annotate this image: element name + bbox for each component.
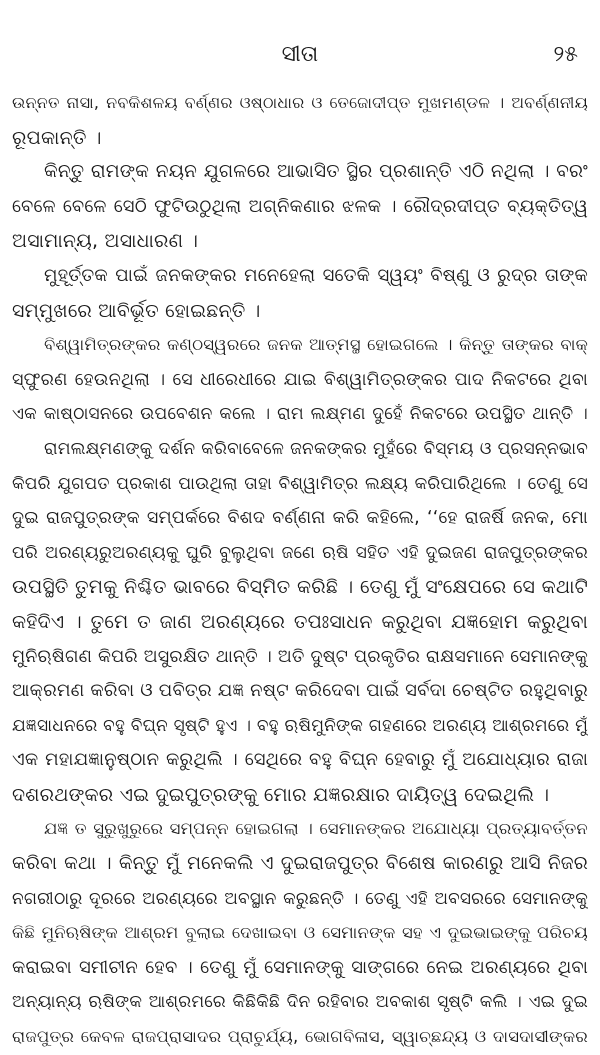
text-line: ଏକ ମହାଯଜ୍ଞାନୁଷ୍ଠାନ କରୁଥିଲି । ସେଥିରେ ବହୁ ବିଘ୍ନ ହେବାରୁ ମୁଁ ଅଯୋଧ୍ୟାର ରାଜା [12, 749, 588, 771]
body-text [12, 86, 588, 1055]
text-line: ଯଜ୍ଞସାଧନରେ ବହୁ ବିଘ୍ନ ସୃଷ୍ଟି ହୁଏ । ବହୁ ଋଷିମୁନିଙ୍କ ଗହଣରେ ଅରଣ୍ୟ ଆଶ୍ରମରେ ମୁଁ [12, 715, 588, 736]
text-line: କିଛି ମୁନିଋଷିଙ୍କ ଆଶ୍ରମ ବୁଲାଇ ଦେଖାଇବା ଓ ସେମାନଙ୍କ ସହ ଏ ଦୁଇଭାଇଙ୍କୁ ପରିଚୟ [12, 923, 588, 943]
text-line: ରୂପକାନ୍ତି । [12, 126, 102, 149]
running-title: ସୀତା [281, 42, 319, 67]
text-line: କହିଦିଏ । ତୁମେ ତ ଜାଣ ଅରଣ୍ୟରେ ତପଃସାଧନ କରୁଥିବା ଯଜ୍ଞହୋମ କରୁଥିବା [12, 610, 588, 633]
text-line: ଅସାମାନ୍ୟ, ଅସାଧାରଣ । [12, 230, 199, 253]
text-line: ରାମଲକ୍ଷ୍ମଣଙ୍କୁ ଦର୍ଶନ କରିବାବେଳେ ଜନକଙ୍କର ମୁହଁରେ ବିସ୍ମୟ ଓ ପ୍ରସନ୍ନଭାବ [44, 438, 588, 459]
text-line: କିପରି ଯୁଗପତ ପ୍ରକାଶ ପାଉଥିଲା ତାହା ବିଶ୍ୱାମିତ୍ର ଲକ୍ଷ୍ୟ କରିପାରିଥିଲେ । ତେଣୁ ସେ [12, 473, 588, 494]
page-header [0, 40, 600, 70]
text-line: କରିବା କଥା । କିନ୍ତୁ ମୁଁ ମନେକଲି ଏ ଦୁଇରାଜପୁତ୍ର ବିଶେଷ କାରଣରୁ ଆସି ନିଜର [12, 853, 588, 875]
text-line: ଦୁଇ ରାଜପୁତ୍ରଙ୍କ ସମ୍ପର୍କରେ ବିଶଦ ବର୍ଣ୍ଣନା କରି କହିଲେ, ‘‘ହେ ରାଜର୍ଷି ଜନକ, ମୋ [12, 508, 588, 529]
text-line: ଯଜ୍ଞ ତ ସୁରୁଖୁରୁରେ ସମ୍ପନ୍ନ ହୋଇଗଲା । ସେମାନଙ୍କର ଅଯୋଧ୍ୟା ପ୍ରତ୍ୟାବର୍ତ୍ତନ [44, 819, 588, 839]
text-line: ଅନ୍ୟାନ୍ୟ ଋଷିଙ୍କ ଆଶ୍ରମରେ କିଛିକିଛି ଦିନ ରହିବାର ଅବକାଶ ସୃଷ୍ଟି କଲି । ଏଇ ଦୁଇ [12, 992, 588, 1013]
text-line: ରାଜପୁତ୍ର କେବଳ ରାଜପ୍ରାସାଦର ପ୍ରାଚୁର୍ଯ୍ୟ, ଭୋଗବିଳାସ, ସ୍ୱାଚ୍ଛନ୍ଦ୍ୟ ଓ ଦାସଦାସୀଙ୍କର [12, 1027, 588, 1047]
text-line: ସମ୍ମୁଖରେ ଆବିର୍ଭୂତ ହୋଇଛନ୍ତି । [12, 299, 261, 322]
text-line: କିନ୍ତୁ ରାମଙ୍କ ନୟନ ଯୁଗଳରେ ଆଭାସିତ ସ୍ଥିର ପ୍ରଶାନ୍ତି ଏଠି ନଥିଲା । ବରଂ [44, 161, 588, 183]
text-line: ଉନ୍ନତ ନାସା, ନବକିଶଳୟ ବର୍ଣ୍ଣର ଓଷ୍ଠାଧାର ଓ ତେଜୋଦୀପ୍ତ ମୁଖମଣ୍ଡଳ । ଅବର୍ଣ୍ଣନୀୟ [12, 93, 588, 112]
text-line: ବେଳେ ବେଳେ ସେଠି ଫୁଟିଉଠୁଥିଲା ଅଗ୍ନିକଣାର ଝଳକ । ରୌଦ୍ରଦୀପ୍ତ ବ୍ୟକ୍ତିତ୍ୱ [12, 195, 588, 217]
text-line: ଦଶରଥଙ୍କର ଏଇ ଦୁଇପୁତ୍ରଙ୍କୁ ମୋର ଯଜ୍ଞରକ୍ଷାର ଦାୟିତ୍ୱ ଦେଇଥିଲି । [12, 783, 550, 806]
text-line: ଆକ୍ରମଣ କରିବା ଓ ପବିତ୍ର ଯଜ୍ଞ ନଷ୍ଟ କରିଦେବା ପାଇଁ ସର୍ବଦା ଚେଷ୍ଟିତ ରହୁଥିବାରୁ [12, 680, 588, 702]
text-line: ନଗରୀଠାରୁ ଦୂରରେ ଅରଣ୍ୟରେ ଅବସ୍ଥାନ କରୁଛନ୍ତି । ତେଣୁ ଏହି ଅବସରରେ ସେମାନଙ୍କୁ [12, 888, 588, 909]
text-line: ଉପସ୍ଥିତି ତୁମକୁ ନିଶ୍ଚିତ ଭାବରେ ବିସ୍ମିତ କରିଛି । ତେଣୁ ମୁଁ ସଂକ୍ଷେପରେ ସେ କଥାଟି [12, 576, 588, 599]
text-line: ପରି ଅରଣ୍ୟରୁଅରଣ୍ୟକୁ ଘୁରି ବୁଲୁଥିବା ଜଣେ ଋଷି ସହିତ ଏହି ଦୁଇଜଣ ରାଜପୁତ୍ରଙ୍କର [12, 542, 588, 563]
text-line: କରାଇବା ସମୀଚୀନ ହେବ । ତେଣୁ ମୁଁ ସେମାନଙ୍କୁ ସାଙ୍ଗରେ ନେଇ ଅରଣ୍ୟରେ ଥିବା [12, 956, 588, 978]
text-line: ଏକ କାଷ୍ଠାସନରେ ଉପବେଶନ କଲେ । ରାମ ଲକ୍ଷ୍ମଣ ଦୁହେଁ ନିକଟରେ ଉପସ୍ଥିତ ଥାନ୍ତି । [12, 404, 588, 425]
text-line: ମୁହୂର୍ତ୍ତକ ପାଇଁ ଜନକଙ୍କର ମନେହେଲା ସତେକି ସ୍ୱୟଂ ବିଷ୍ଣୁ ଓ ରୁଦ୍ର ତାଙ୍କ [44, 264, 588, 286]
text-line: ବିଶ୍ୱାମିତ୍ରଙ୍କର କଣ୍ଠସ୍ୱରରେ ଜନକ ଆତ୍ମସ୍ଥ ହୋଇଗଲେ । କିନ୍ତୁ ତାଙ୍କର ବାକ୍ [44, 335, 588, 355]
text-line: ମୁନିଋଷିଗଣ କିପରି ଅସୁରକ୍ଷିତ ଥାନ୍ତି । ଅତି ଦୁଷ୍ଟ ପ୍ରକୃତିର ରାକ୍ଷସମାନେ ସେମାନଙ୍କୁ [12, 646, 588, 667]
text-line: ସ୍ଫୁରଣ ହେଉନଥିଲା । ସେ ଧୀରେଧୀରେ ଯାଇ ବିଶ୍ୱାମିତ୍ରଙ୍କର ପାଦ ନିକଟରେ ଥିବା [12, 369, 588, 390]
page-number: ୨୫ [553, 42, 578, 67]
